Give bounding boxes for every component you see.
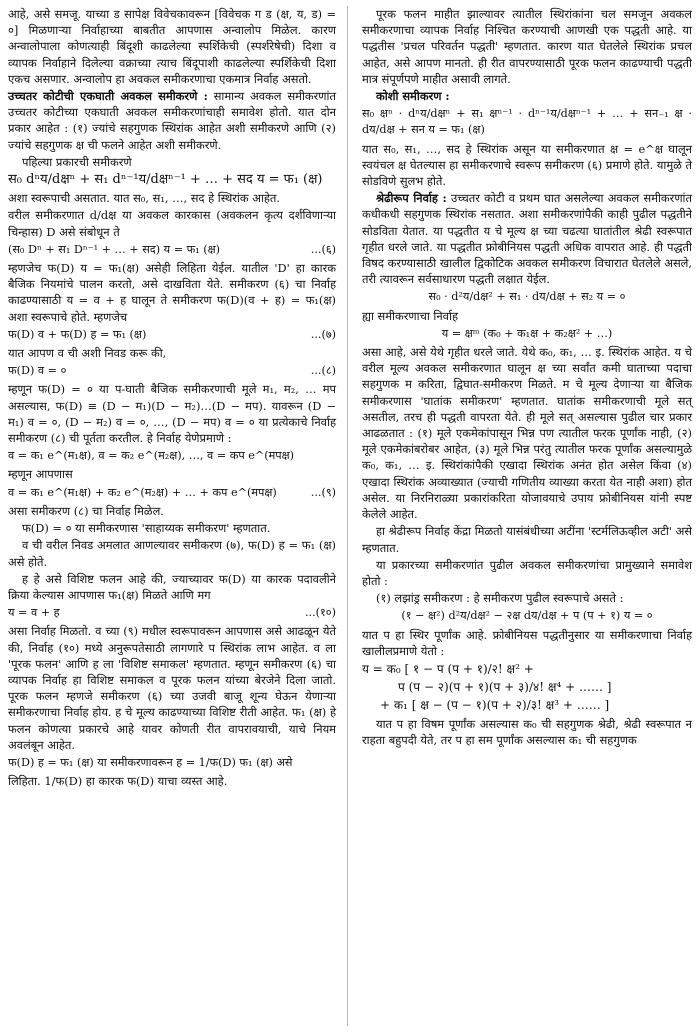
paragraph: असा निर्वाह मिळतो. व च्या (९) मधील स्वरूपावरून आपणास असे आढळून येते की, निर्वाह (१०) मध्ये अनुरूपतेसाठी लागणारे प स्थिरांक लाभ आहेत. व ला 'पूरक फलन' आणि ह ला 'विशिष्ट समाकल' म्हणतात. म्हणून समीकरण (६) चा व्यापक निर्वाह हा विशिष्ट समाकल व पूरक फलन यांच्या बेरजेने दिला जातो. पूरक फलन म्हणजे समीकरण (६) च्या उजवी बाजू शून्य घेऊन येणाऱ्या समीकरणाचा निर्वाह होय. ह चे मूल्य काढण्याच्या विशिष्ट रीती आहेत. फ₁ (क्ष) हे फलन कोणत्या प्रकारचे आहे यावर कोणती रीत वापरावयाची, याचे नियम अवलंबून आहेत. <box>8 624 336 752</box>
paragraph: ह्या समीकरणाचा निर्वाह <box>362 308 458 323</box>
paragraph: पूरक फलन माहीत झाल्यावर त्यातील स्थिरांकांना चल समजून अवकल समीकरणाचा व्यापक निर्वाह निश्चित करण्याची आणखी एक पद्धती आहे. या पद्धतीस 'प्रचल परिवर्तन पद्धती' म्हणतात. कारण यात घेतलेले स्थिरांक प्रचल आहेत, असे आपण मानतो. ही रीत वापरण्यासाठी पूरक फलन काढण्याची पद्धती मात्र संपूर्णपणे माहीत असावी लागते. <box>362 7 692 86</box>
equation: प (प − २)(प + १)(प + ३)/४! क्ष⁴ + …… ] <box>398 680 612 695</box>
paragraph: म्हणजेच फ(D) य = फ₁(क्ष) असेही लिहिता येईल. यातील 'D' हा कारक बैजिक नियमांचे पालन करतो, असे दाखविता येते. समीकरण (६) चा निर्वाह काढण्यासाठी य = व + ह घालून ते समीकरण फ(D)(व + ह) = फ₁(क्ष) अशा स्वरूपाचे होते. म्हणजेच <box>8 261 336 324</box>
equation: स₀ · d²य/dक्ष² + स₁ · dय/dक्ष + स₂ य = ० <box>428 290 626 304</box>
paragraph: उच्चतर कोटी व प्रथम घात असलेल्या अवकल समीकरणांत कधीकधी सहगुणक स्थिरांक नसतात. अशा समीकरणांपैकी काही पुढील पद्धतीने सोडविता येतात. या पद्धतीत य चे मूल्य क्ष च्या चढत्या घातांतील श्रेढी स्वरूपात गृहीत धरले जाते. या पद्धतीत फ्रोबीनियस पद्धती अधिक वापरात आहे. ही पद्धती विषद करण्यासाठी खालील द्विकोटिक अवकल समीकरण विचारात घेतलेले असले, तरी त्यावरून सर्वसाधारण पद्धती लक्षात येईल. <box>362 191 692 287</box>
section-heading: कोशी समीकरण : <box>376 89 450 104</box>
equation-number: ...(६) <box>310 242 336 256</box>
paragraph: म्हणून फ(D) = ० या प-घाती बैजिक समीकरणाची मूले म₁, म₂, … मप असल्यास, फ(D) ≡ (D − म₁)(D − म₂)…(D − मप). यावरून (D − म₁) व = ०, (D − म₂) व = ०, …, (D − मप) व = ० या प्रत्येकाचे निर्वाह समीकरण (८) ची पूर्तता करतील. हे निर्वाह येणेप्रमाणे : <box>8 382 336 446</box>
paragraph: हा श्रेढीरूप निर्वाह केंद्रा मिळतो यासंबंधीच्या अटींना 'स्टर्मलिऊव्हील अटी' असे म्हणतात. <box>362 524 692 555</box>
paragraph: सामान्य अवकल समीकरणांत उच्चतर कोटीच्या एकघाती अवकल समीकरणांचाही समावेश होतो. यात दोन प्रकार आहेत : (१) ज्यांचे सहगुणक स्थिरांक आहेत अशी समीकरणे आणि (२) ज्यांचे सहगुणक क्ष ची फलने आहेत अशी समीकरणे. <box>8 89 336 152</box>
paragraph: यात प हा विषम पूर्णांक असल्यास क₀ ची सहगुणक श्रेढी, श्रेढी स्वरूपात न राहता बहुपदी येते, तर प हा सम पूर्णांक असल्यास क₁ ची सहगुणक <box>362 716 692 747</box>
equation: फ(D) व = ० <box>8 364 67 378</box>
paragraph: ह हे असे विशिष्ट फलन आहे की, ज्याच्यावर फ(D) या कारक पदावलीने क्रिया केल्यास आपणास फ₁(क्ष) मिळते आणि मग <box>8 571 336 602</box>
equation: (१ − क्ष²) d²य/dक्ष² − २क्ष dय/dक्ष + प (प + १) य = ० <box>401 609 653 623</box>
equation: य = व + ह <box>8 606 60 620</box>
equation: फ(D) व + फ(D) ह = फ₁ (क्ष) <box>8 327 147 341</box>
left-column <box>8 6 336 790</box>
column-divider <box>347 6 348 1026</box>
equation: य = क₀ [ १ − प (प + १)/२! क्ष² + <box>362 661 534 676</box>
equation-number: ...(८) <box>310 364 336 378</box>
paragraph: अशा स्वरूपाची असतात. यात स₀, स₁, …, सद हे स्थिरांक आहेत. <box>8 191 281 206</box>
paragraph: यात आपण व ची अशी निवड करू की, <box>8 346 167 361</box>
equation-number: ...(९) <box>310 485 336 499</box>
equation: + क₁ [ क्ष − (प − १)(प + २)/३! क्ष³ + …… ] <box>380 698 610 713</box>
paragraph: (१) लझांड्र समीकरण : हे समीकरण पुढील स्वरूपाचे असते : <box>376 591 624 606</box>
paragraph: या प्रकारच्या समीकरणांत पुढील अवकल समीकरणांचा प्रामुख्याने समावेश होतो : <box>362 557 692 588</box>
equation: व = क₁ e^(म₁क्ष) + क₂ e^(म₂क्ष) + … + कप e^(मपक्ष) <box>8 485 277 499</box>
equation: स₀ क्षⁿ · dⁿय/dक्षⁿ + स₁ क्षⁿ⁻¹ · dⁿ⁻¹य/dक्षⁿ⁻¹ + … + सन₋₁ क्ष · dय/dक्ष + सन य = फ₁ (क्ष) <box>362 107 692 137</box>
equation-number: ...(७) <box>310 327 336 341</box>
equation: फ(D) ह = फ₁ (क्ष) या समीकरणावरून ह = 1/फ(D) फ₁ (क्ष) असे <box>8 755 293 769</box>
equation: य = क्षᵐ (क₀ + क₁क्ष + क₂क्ष² + …) <box>441 326 613 340</box>
paragraph: यात स₀, स₁, …, सद हे स्थिरांक असून या समीकरणात क्ष = e^क्ष घालून स्वयंचल क्ष घेतल्यास हा समीकरणाचे स्वरूप समीकरण (६) प्रमाणे होते. यामुळे ते सोडविणे सुलभ होते. <box>362 141 692 189</box>
equation: स₀ dⁿय/dक्षⁿ + स₁ dⁿ⁻¹य/dक्षⁿ⁻¹ + … + सद य = फ₁ (क्ष) <box>8 172 323 188</box>
paragraph: म्हणून आपणास <box>8 467 73 482</box>
equation: व = क₁ e^(म₁क्ष), व = क₂ e^(म₂क्ष), …, व = कप e^(मपक्ष) <box>8 449 295 463</box>
section-heading: उच्चतर कोटीची एकघाती अवकल समीकरणे : <box>8 89 208 104</box>
paragraph: फ(D) = ० या समीकरणास 'साहाय्यक समीकरण' म्हणतात. <box>22 521 271 536</box>
equation: (स₀ Dⁿ + स₁ Dⁿ⁻¹ + … + सद) य = फ₁ (क्ष) <box>8 242 221 256</box>
right-column <box>362 6 692 749</box>
paragraph: असा आहे, असे येथे गृहीत धरले जाते. येथे क₀, क₁, … इ. स्थिरांक आहेत. य चे वरील मूल्य अवकल समीकरणात घालून क्ष च्या सर्वांत कमी घाताच्या पदाचा सहगुणक म करिता, द्विघात-समीकरण मिळते. म चे मूल्य देणाऱ्या या बैजिक समीकरणास 'घातांक समीकरण' म्हणतात. घातांक समीकरणाची मूले सत् असतील, तरच ही पद्धती वापरता येते. ही मूले सत् असल्यास पुढील चार प्रकार आढळतात : (१) मूले एकमेकांपासून भिन्न पण त्यातील फरक पूर्णांक नाही, (२) मूले एकमेकांबरोबर आहेत, (३) मूले भिन्न परंतु त्यातील फरक पूर्णांक असल्यामुळे क₀, क₁, … इ. स्थिरांकांपैकी एखादा स्थिरांक अनंत होत असेल किंवा (४) एखादा स्थिरांक अव्याख्यात (ज्याची गणितीय व्याख्या करता येत नाही अशा) होत असेल. या निरनिराळ्या प्रकारांकरिता योजावयाचे उपाय फ्रोबीनियस यांनी स्पष्ट केलेले आहेत. <box>362 345 692 522</box>
paragraph: व ची वरील निवड अमलात आणल्यावर समीकरण (७), फ(D) ह = फ₁ (क्ष) असे होते. <box>8 538 336 569</box>
paragraph: असा समीकरण (८) चा निर्वाह मिळेल. <box>8 503 164 518</box>
paragraph: पहिल्या प्रकारची समीकरणे <box>22 154 132 169</box>
paragraph: आहे, असे समजू. याच्या ड सापेक्ष विवेचकावरून [विवेचक ग ड (क्ष, य, ड) = ०] मिळणाऱ्या निर्वाहाच्या बाबतीत आपणास अन्वालोप मिळेल. कारण अन्वालोपाला कोणत्याही बिंदूशी काढलेल्या स्पर्शिकेची (स्पर्शरेषेची) दिशा व व्यापक निर्वाहाने दिलेल्या वक्राच्या त्याच बिंदूपाशी काढलेल्या स्पर्शिकेची दिशा एकच असणार. अन्वालोप हा अवकल समीकरणाचा एकमात्र निर्वाह असतो. <box>8 7 336 86</box>
section-heading: श्रेढीरूप निर्वाह : <box>376 191 447 206</box>
paragraph: लिहिता. 1/फ(D) हा कारक फ(D) याचा व्यस्त आहे. <box>8 774 228 789</box>
equation-number: ...(१०) <box>304 606 336 620</box>
paragraph: वरील समीकरणात d/dक्ष या अवकल कारकास (अवकलन कृत्य दर्शविणाऱ्या चिन्हास) D असे संबोधून ते <box>8 208 336 239</box>
paragraph: यात प हा स्थिर पूर्णांक आहे. फ्रोबीनियस पद्धतीनुसार या समीकरणाचा निर्वाह खालीलप्रमाणे येतो : <box>362 627 692 658</box>
